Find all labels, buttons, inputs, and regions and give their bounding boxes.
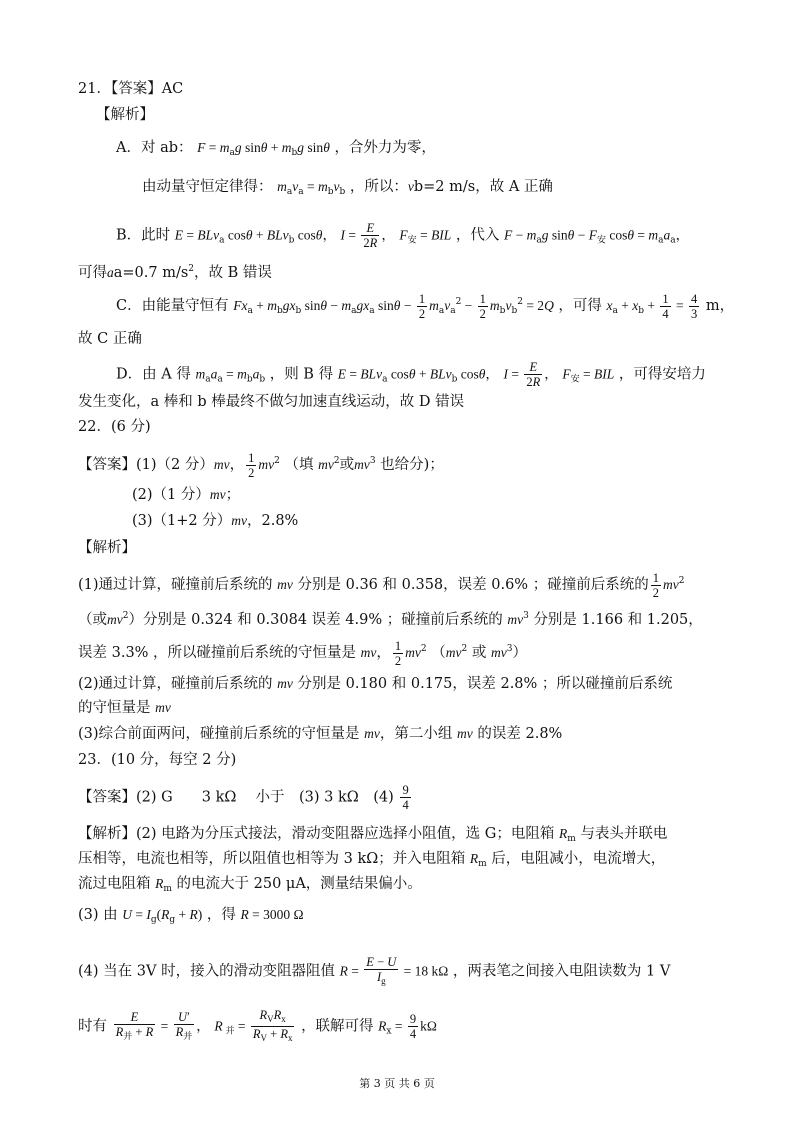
q22-answer-2: (2)（1 分）mv； [132,487,241,503]
q22-analysis-line6: (3)综合前面两问，碰撞前后系统的守恒量是 mv，第二小组 mv 的误差 2.8% [78,726,563,742]
q22-header: 22．(6 分) [78,419,151,435]
q23-analysis-part4-line2: 时有 $\frac{E}{R_并 + R}$ = $\frac{U'}{R_并}$ ， R $_并$ = $\frac{R_VR_x}{R_V + R_x}$ ，联解可得 $R_x$ = $\frac{9}{4}$ kΩ [78,1008,437,1043]
q23-analysis-part3: (3) 由 $U = I_g(R_g + R)$ ，得 R = 3000 Ω [78,907,304,925]
q23-analysis-part4-line1: (4) 当在 3V 时，接入的滑动变阻器阻值 R = $\frac{E - U}{I_g}$ = 18 kΩ ，两表笔之间接入电阻读数为 1 V [78,955,671,986]
q23-analysis-line3: 流过电阻箱 $R_m$ 的电流大于 250 μA，测量结果偏小。 [78,876,422,894]
q22-analysis-line4: (2)通过计算，碰撞前后系统的 mv 分别是 0.180 和 0.175，误差 2.8% ；所以碰撞前后系统 [78,676,673,692]
q23-header: 23．(10 分，每空 2 分) [78,752,237,768]
q22-analysis-line3: 误差 3.3% ，所以碰撞前后系统的守恒量是 mv， $\frac{1}{2}$ $mv^2$ （$mv^2$ 或 $mv^3$） [78,638,527,668]
q23-analysis-line1: 【解析】(2) 电路为分压式接法，滑动变阻器应选择小阻值，选 G；电阻箱 $R_m$ 与表头并联电 [78,826,668,844]
q22-answer-1: 【答案】(1)（2 分）mv， $\frac{1}{2}$ $mv^2$ （填 $mv^2$或$mv^3$ 也给分)； [78,450,444,480]
q23-answer: 【答案】(2) G 3 kΩ 小于 (3) 3 kΩ (4) $\frac{9}{4}$ [78,783,409,812]
q21-option-b-line1: B．此时 E = BLv$_a$ cosθ + BLv$_b$ cosθ， I = $\frac{E}{2R}$ ， $F_安$ = BIL ，代入 $F - m_ag$ $\sin\theta - F_安$ $\cos\theta = m_aa_a$， [116,221,690,250]
q21-option-c-line1: C．由能量守恒有 $Fx_a + m_bgx_b$ $\sin\theta - m_agx_a$ sinθ − $\frac{1}{2}$ $m_av_a^2$ − $\frac{1}{2}$ $m_bv_b^2 = 2Q$ ，可得 $x_a + x_b$ + $\frac{1}{4}$ = $\frac{4}{3}$ m， [116,291,735,321]
q22-analysis-label: 【解析】 [78,540,136,556]
q22-analysis-line1: (1)通过计算，碰撞前后系统的 mv 分别是 0.36 和 0.358，误差 0.6% ；碰撞前后系统的 $\frac{1}{2}$ $mv^2$ [78,570,685,600]
q21-option-c-line2: 故 C 正确 [78,331,142,347]
q21-option-a-line2: 由动量守恒定律得： $m_av_a = m_bv_b$ ，所以：vb=2 m/s，故 A 正确 [142,179,553,197]
q21-option-d-line1: D．由 A 得 $m_aa_a = m_ba_b$ ，则 B 得 E = BLv$_a$ cosθ + BLv$_b$ cosθ， I = $\frac{E}{2R}$ ， $F_安$ = BIL ，可得安培力 [116,360,706,389]
q23-analysis-line2: 压相等，电流也相等，所以阻值也相等为 3 kΩ；并入电阻箱 $R_m$ 后，电阻减小，电流增大， [78,851,666,869]
q21-option-d-line2: 发生变化，a 棒和 b 棒最终不做匀加速直线运动，故 D 错误 [78,394,465,410]
q22-analysis-line5: 的守恒量是 mv [78,700,171,716]
q22-analysis-line2: （或$mv^2$）分别是 0.324 和 0.3084 误差 4.9% ；碰撞前后系统的 $mv^3$ 分别是 1.166 和 1.205， [78,611,703,628]
q21-header: 21．【答案】AC [78,81,184,97]
q22-answer-3: (3)（1+2 分）mv，2.8% [132,513,299,529]
q21-analysis-label: 【解析】 [96,107,154,123]
q21-option-b-line2: 可得aa=0.7 $m/s^2$，故 B 错误 [78,264,272,281]
page-footer: 第 3 页 共 6 页 [359,1077,435,1090]
q21-option-a-line1: A．对 ab： $F = m_ag$ $\sin\theta + m_bg$ sinθ ，合外力为零， [116,140,436,158]
